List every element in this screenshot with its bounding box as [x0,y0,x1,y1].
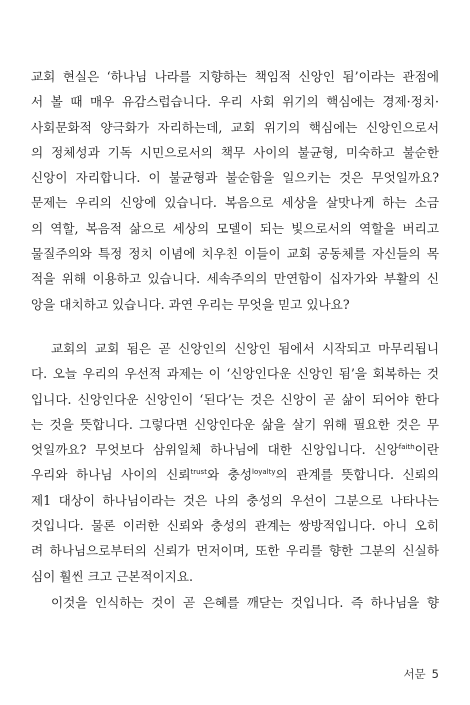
text-segment: 이란 [414,442,439,458]
text-line-trust-loyalty [31,462,439,487]
paragraph-3 [31,590,439,615]
superscript-trust: trust [190,468,207,477]
text-line: 문제는 우리의 신앙에 있습니다. 복음으로 세상을 살맛나게 하는 소금 [31,195,439,211]
text-line: 다. 오늘 우리의 우선적 과제는 이 ‘신앙인다운 신앙인 됨’을 회복하는 것 [31,366,439,382]
text-line: 서 볼 때 매우 유감스럽습니다. 우리 사회 위기의 핵심에는 경제·정치· [31,94,439,110]
superscript-faith: faith [398,443,415,452]
text-line: 신앙이 자리합니다. 이 불균형과 불순함을 일으키는 것은 무엇일까요? [31,170,439,186]
text-line: 려 하나님으로부터의 신뢰가 먼저이며, 또한 우리를 향한 그분의 신실하 [31,543,439,559]
text-line: 사회문화적 양극화가 자리하는데, 교회 위기의 핵심에는 신앙인으로서 [31,119,439,135]
text-segment: 우리와 하나님 사이의 신뢰 [31,467,191,483]
text-line: 교회 현실은 ‘하나님 나라를 지향하는 책임적 신앙인 됨’이라는 관점에 [31,69,439,84]
text-line: 이것을 인식하는 것이 곧 은혜를 깨닫는 것입니다. 즉 하나님을 향 [51,595,439,610]
text-line: 의 역할, 복음적 삶으로 세상의 모델이 되는 빛으로서의 역할을 버리고 [31,220,439,236]
text-segment: 와 충성 [206,467,253,483]
text-line: 의 정체성과 기독 시민으로서의 책무 사이의 불균형, 미숙하고 불순한 [31,144,439,160]
page-footer [403,666,439,682]
text-line-faith [31,437,439,462]
text-line: 앙을 대치하고 있습니다. 과연 우리는 무엇을 믿고 있나요? [31,296,350,312]
section-title: 서문 [403,667,426,681]
text-line: 제1 대상이 하나님이라는 것은 나의 충성의 우선이 그분으로 나타나는 [31,492,439,508]
text-segment: 의 관계를 뜻합니다. 신뢰의 [275,467,439,483]
text-line: 물질주의와 특정 정치 이념에 치우친 이들이 교회 공동체를 자신들의 목 [31,246,439,262]
text-line: 심이 훨씬 크고 근본적이지요. [31,568,193,584]
text-segment: 엇일까요? 무엇보다 삼위일체 하나님에 대한 신앙입니다. 신앙 [31,442,399,458]
paragraph-2 [31,336,439,589]
text-line: 교회의 교회 됨은 곧 신앙인의 신앙인 됨에서 시작되고 마무리됩니 [51,341,439,356]
paragraph-1 [31,64,439,317]
text-line: 적을 위해 이용하고 있습니다. 세속주의의 만연함이 십자가와 부활의 신 [31,271,439,287]
text-line: 것입니다. 물론 이러한 신뢰와 충성의 관계는 쌍방적입니다. 아니 오히 [31,518,439,534]
superscript-loyalty: loyalty [252,468,276,477]
page-number: 5 [431,667,439,681]
text-line: 입니다. 신앙인다운 신앙인이 ‘된다’는 것은 신앙이 곧 삶이 되어야 한다 [31,391,439,407]
text-line: 는 것을 뜻합니다. 그렇다면 신앙인다운 삶을 살기 위해 필요한 것은 무 [31,416,439,432]
